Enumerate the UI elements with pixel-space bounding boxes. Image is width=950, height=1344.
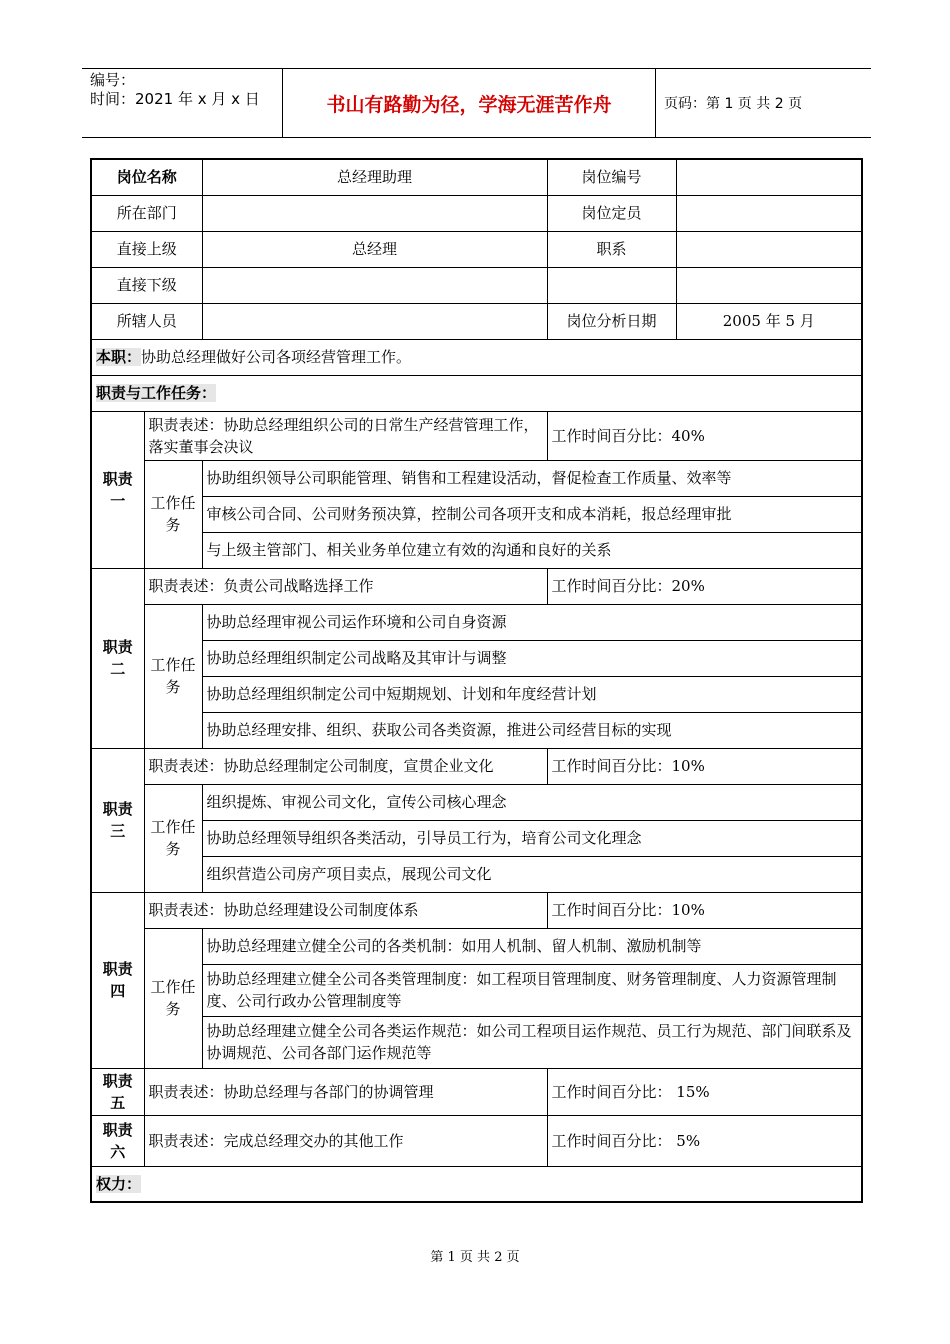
duty-1-task-row: [91, 532, 862, 568]
duty-3-desc: 职责表述：协助总经理制定公司制度，宣贯企业文化: [144, 748, 547, 784]
duty-2-title: 职责二: [91, 568, 144, 748]
duty-1-task-1: 协助组织领导公司职能管理、销售和工程建设活动，督促检查工作质量、效率等: [202, 460, 862, 496]
header-meta: [90, 71, 280, 109]
header-motto: 书山有路勤为径，学海无涯苦作舟: [282, 69, 656, 137]
duty-3-title: 职责三: [91, 748, 144, 892]
duty-6-row: [91, 1115, 862, 1166]
duty-3-task-row: [91, 784, 862, 820]
main-duty-label: 本职：: [96, 348, 142, 366]
row-dept: [91, 195, 862, 231]
duty-4-task-label: 工作任务: [144, 928, 202, 1068]
page-number: 页码：第 1 页 共 2 页: [664, 96, 803, 112]
subordinate-label: 直接下级: [91, 267, 202, 303]
row-subordinate: [91, 267, 862, 303]
duty-1-percent: 工作时间百分比：40%: [547, 411, 862, 460]
duty-4-task-3: 协助总经理建立健全公司各类运作规范：如公司工程项目运作规范、员工行为规范、部门间联系及协调规范、公司各部门运作规范等: [202, 1016, 862, 1068]
duty-2-task-row: [91, 712, 862, 748]
duty-2-desc-row: [91, 568, 862, 604]
duty-1-desc: 职责表述：协助总经理组织公司的日常生产经营管理工作，落实董事会决议: [144, 411, 547, 460]
dept-value: [202, 195, 547, 231]
duty-5-desc: 职责表述：协助总经理与各部门的协调管理: [144, 1068, 547, 1115]
page-header: [82, 68, 871, 138]
power-label: 权力：: [96, 1174, 142, 1193]
series-value: [676, 231, 862, 267]
duty-2-percent: 工作时间百分比：20%: [547, 568, 862, 604]
page-footer: 第 1 页 共 2 页: [430, 1250, 520, 1265]
duty-4-task-row: [91, 964, 862, 1016]
duty-3-task-row: [91, 856, 862, 892]
duty-1-task-row: [91, 460, 862, 496]
duty-6-percent: 工作时间百分比： 5%: [547, 1115, 862, 1166]
duty-1-task-2: 审核公司合同、公司财务预决算，控制公司各项开支和成本消耗，报总经理审批: [202, 496, 862, 532]
duty-3-task-2: 协助总经理领导组织各类活动，引导员工行为，培育公司文化理念: [202, 820, 862, 856]
duty-3-desc-row: [91, 748, 862, 784]
duty-1-desc-row: [91, 411, 862, 460]
code-label: 编号：: [90, 71, 136, 89]
duty-3-percent: 工作时间百分比：10%: [547, 748, 862, 784]
duty-2-task-1: 协助总经理审视公司运作环境和公司自身资源: [202, 604, 862, 640]
duty-4-task-row: [91, 1016, 862, 1068]
main-duty-text: 协助总经理做好公司各项经营管理工作。: [141, 348, 412, 366]
duty-1-task-label: 工作任务: [144, 460, 202, 568]
duty-2-task-2: 协助总经理组织制定公司战略及其审计与调整: [202, 640, 862, 676]
duty-5-percent: 工作时间百分比： 15%: [547, 1068, 862, 1115]
duty-6-desc: 职责表述：完成总经理交办的其他工作: [144, 1115, 547, 1166]
duty-4-title: 职责四: [91, 892, 144, 1068]
duty-1-task-3: 与上级主管部门、相关业务单位建立有效的沟通和良好的关系: [202, 532, 862, 568]
duty-2-task-row: [91, 604, 862, 640]
duty-3-task-label: 工作任务: [144, 784, 202, 892]
duty-4-desc-row: [91, 892, 862, 928]
duty-3-task-3: 组织营造公司房产项目卖点，展现公司文化: [202, 856, 862, 892]
superior-label: 直接上级: [91, 231, 202, 267]
row-main-duty: [91, 339, 862, 375]
duty-4-task-1: 协助总经理建立健全公司的各类机制：如用人机制、留人机制、激励机制等: [202, 928, 862, 964]
job-description-table: [90, 158, 863, 1203]
quota-value: [676, 195, 862, 231]
analysis-date-label: 岗位分析日期: [547, 303, 676, 339]
series-label: 职系: [547, 231, 676, 267]
row-tasks-header: [91, 375, 862, 411]
post-name-label: 岗位名称: [91, 159, 202, 195]
staff-label: 所辖人员: [91, 303, 202, 339]
subordinate-value: [202, 267, 547, 303]
duty-2-desc: 职责表述：负责公司战略选择工作: [144, 568, 547, 604]
duty-1-task-row: [91, 496, 862, 532]
post-code-label: 岗位编号: [547, 159, 676, 195]
post-code-value: [676, 159, 862, 195]
post-name-value: 总经理助理: [202, 159, 547, 195]
analysis-date-value: 2005 年 5 月: [676, 303, 862, 339]
duty-2-task-row: [91, 640, 862, 676]
duty-5-row: [91, 1068, 862, 1115]
duty-1-title: 职责一: [91, 411, 144, 568]
duty-4-desc: 职责表述：协助总经理建设公司制度体系: [144, 892, 547, 928]
time-label: 时间：2021 年 x 月 x 日: [90, 90, 260, 108]
duty-5-title: 职责五: [91, 1068, 144, 1115]
duty-4-task-2: 协助总经理建立健全公司各类管理制度：如工程项目管理制度、财务管理制度、人力资源管理制度、公司行政办公管理制度等: [202, 964, 862, 1016]
duty-2-task-label: 工作任务: [144, 604, 202, 748]
duty-6-title: 职责六: [91, 1115, 144, 1166]
duty-2-task-4: 协助总经理安排、组织、获取公司各类资源，推进公司经营目标的实现: [202, 712, 862, 748]
duty-3-task-row: [91, 820, 862, 856]
tasks-header: 职责与工作任务：: [96, 384, 217, 402]
superior-value: 总经理: [202, 231, 547, 267]
staff-value: [202, 303, 547, 339]
row-post-name: [91, 159, 862, 195]
row-superior: [91, 231, 862, 267]
dept-label: 所在部门: [91, 195, 202, 231]
duty-4-task-row: [91, 928, 862, 964]
quota-label: 岗位定员: [547, 195, 676, 231]
row-power: [91, 1166, 862, 1202]
duty-4-percent: 工作时间百分比：10%: [547, 892, 862, 928]
row-staff: [91, 303, 862, 339]
duty-2-task-row: [91, 676, 862, 712]
duty-3-task-1: 组织提炼、审视公司文化，宣传公司核心理念: [202, 784, 862, 820]
duty-2-task-3: 协助总经理组织制定公司中短期规划、计划和年度经营计划: [202, 676, 862, 712]
